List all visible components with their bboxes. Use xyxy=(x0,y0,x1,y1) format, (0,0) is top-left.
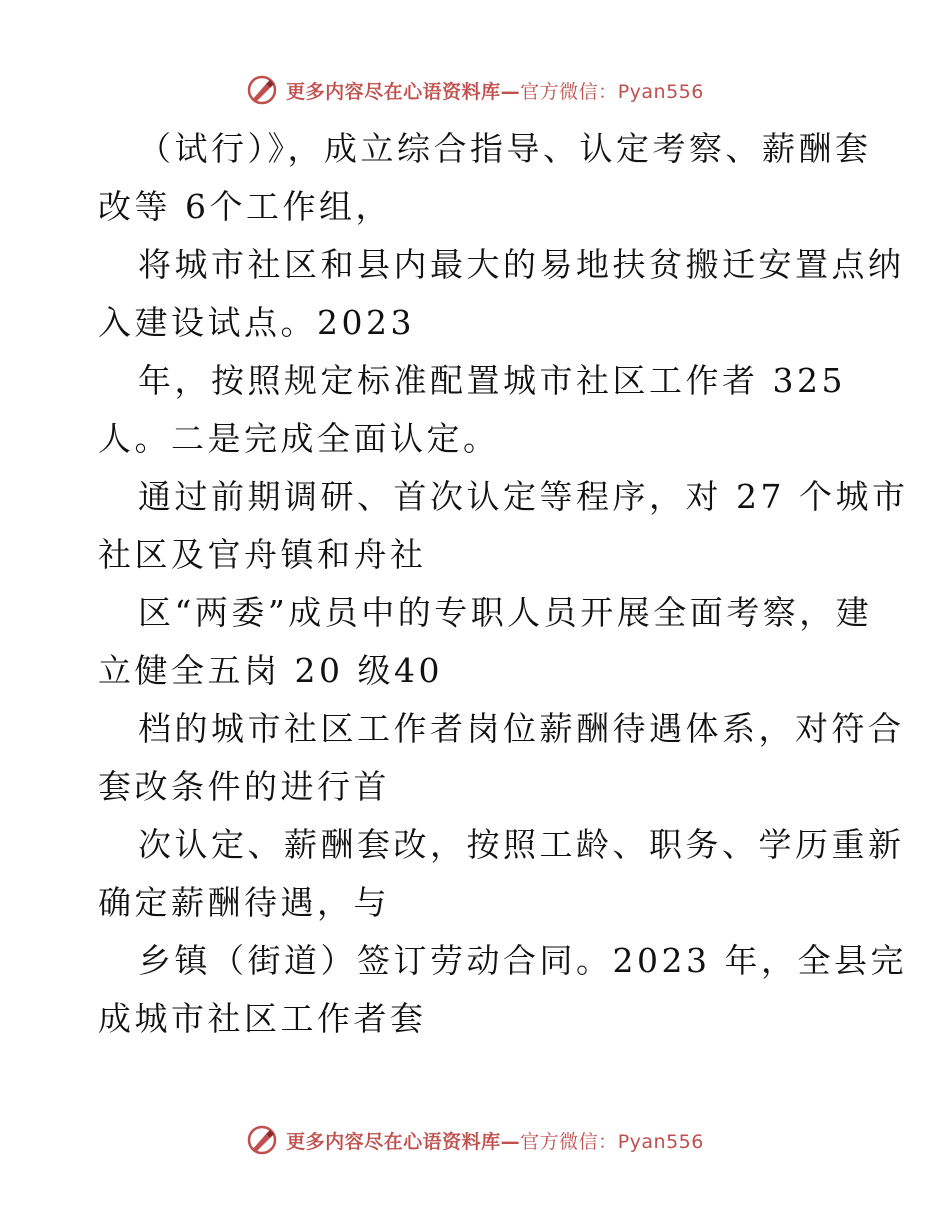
watermark-text: 更多内容尽在心语资料库—官方微信：Pyan556 xyxy=(286,80,704,103)
pen-logo-icon xyxy=(246,1124,278,1156)
text-line: 通过前期调研、首次认定等程序，对 27 个城市 xyxy=(138,477,909,516)
pen-logo-icon xyxy=(246,74,278,106)
text-line: 成城市社区工作者套 xyxy=(98,999,427,1038)
header-watermark xyxy=(0,70,950,110)
text-line: 社区及官舟镇和舟社 xyxy=(98,535,427,574)
text-line: 立健全五岗 20 级40 xyxy=(98,651,443,690)
text-line: 次认定、薪酬套改，按照工龄、职务、学历重新 xyxy=(138,825,905,864)
footer-watermark xyxy=(0,1120,950,1160)
text-line: 套改条件的进行首 xyxy=(98,767,390,806)
text-line: 改等 6个工作组， xyxy=(98,187,392,226)
text-line: 乡镇（街道）签订劳动合同。2023 年，全县完 xyxy=(138,941,907,980)
text-line: 入建设试点。2023 xyxy=(98,303,415,342)
text-line: 确定薪酬待遇，与 xyxy=(98,883,390,922)
document-body xyxy=(98,120,909,1048)
watermark-text: 更多内容尽在心语资料库—官方微信：Pyan556 xyxy=(286,1130,704,1153)
text-line: 档的城市社区工作者岗位薪酬待遇体系，对符合 xyxy=(138,709,905,748)
text-line: 年，按照规定标准配置城市社区工作者 325 xyxy=(138,361,846,400)
text-line: 将城市社区和县内最大的易地扶贫搬迁安置点纳 xyxy=(138,245,905,284)
text-line: （试行）》，成立综合指导、认定考察、薪酬套 xyxy=(138,129,872,168)
text-line: 人。二是完成全面认定。 xyxy=(98,419,500,458)
text-line: 区“两委”成员中的专职人员开展全面考察，建 xyxy=(138,593,873,632)
